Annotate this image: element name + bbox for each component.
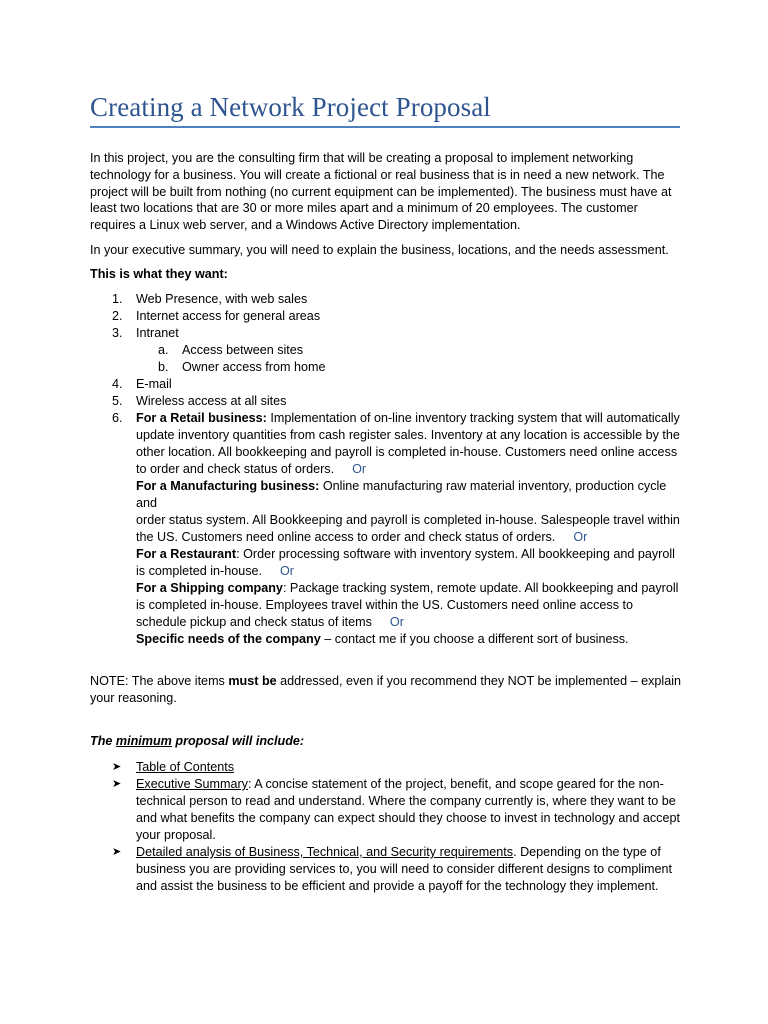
arrow-bullet-icon: ➤ — [112, 778, 122, 790]
restaurant-text: : Order processing software with inventory system. All bookkeeping and payroll is completed in-house. — [136, 547, 675, 578]
manufacturing-label: For a Manufacturing business: — [136, 479, 320, 493]
note-text-end: addressed, even if you recommend they NOT be implemented – explain your reasoning. — [90, 674, 682, 705]
executive-summary-text: : A concise statement of the project, benefit, and scope geared for the non-technical person to read and understand. Where the company currently is, where they want to be and what benefits the company can expect should they choose to invest in technology and accept your proposal. — [136, 777, 680, 842]
or-separator: Or — [352, 462, 367, 476]
list-number: 6. — [112, 411, 123, 425]
manufacturing-text-continued: order status system. All Bookkeeping and payroll is completed in-house. Salespeople travel within the US. Customers need online access to order and check status of orders. — [136, 513, 680, 544]
minimum-heading-emphasis: minimum — [115, 734, 172, 748]
shipping-label: For a Shipping company — [136, 581, 283, 595]
sub-list-item — [90, 359, 682, 376]
retail-label: For a Retail business: — [136, 411, 267, 425]
list-item — [90, 308, 682, 325]
specific-needs-text: – contact me if you choose a different sort of business. — [320, 632, 629, 646]
or-separator: Or — [389, 615, 404, 629]
minimum-heading — [90, 733, 682, 750]
list-number: 4. — [112, 377, 123, 391]
retail-text: Implementation of on-line inventory tracking system that will automatically update inventory quantities from cash register sales. Inventory at any location is accessible by the other location. All bookkeeping and payroll is completed in-house. Customers need online access to order and check status of orders. — [136, 411, 680, 476]
list-number: 5. — [112, 394, 123, 408]
manufacturing-text: Online manufacturing raw material inventory, production cycle and — [136, 479, 667, 510]
specific-needs-label: Specific needs of the company — [136, 632, 321, 646]
executive-summary-label: Executive Summary — [136, 777, 248, 791]
list-text: Intranet — [136, 326, 179, 340]
intro-paragraph: In this project, you are the consulting firm that will be creating a proposal to implement networking technology for a business. You will create a fictional or real business that is in need a new network. The project will be built from nothing (no current equipment can be implemented). The business must have at least two locations that are 30 or more miles apart and a minimum of 20 employees. The customer requires a Linux web server, and a Windows Active Directory implementation. — [90, 151, 672, 233]
sub-list-text: Owner access from home — [182, 360, 326, 374]
note-text-start: NOTE: The above items — [90, 674, 229, 688]
sub-list-text: Access between sites — [182, 343, 304, 357]
list-text: Internet access for general areas — [136, 309, 321, 323]
list-item — [90, 844, 682, 895]
sub-list-letter: a. — [158, 343, 169, 357]
toc-label: Table of Contents — [136, 760, 235, 774]
list-item — [90, 376, 682, 393]
manufacturing-block-continued — [136, 512, 682, 546]
note-emphasis: must be — [228, 674, 277, 688]
restaurant-block — [136, 546, 682, 580]
detailed-analysis-label: Detailed analysis of Business, Technical, and Security requirements — [136, 845, 514, 859]
list-text: Wireless access at all sites — [136, 394, 287, 408]
list-item — [90, 759, 682, 776]
want-heading: This is what they want: — [90, 267, 228, 281]
specific-needs-block — [136, 631, 682, 648]
list-number: 1. — [112, 292, 123, 306]
list-text: Web Presence, with web sales — [136, 292, 308, 306]
list-item-business-types — [90, 410, 682, 648]
requirements-list — [90, 291, 682, 648]
shipping-block — [136, 580, 682, 631]
arrow-bullet-icon: ➤ — [112, 761, 122, 773]
shipping-text: : Package tracking system, remote update. All bookkeeping and payroll is completed in-house. Employees travel within the US. Customers need online access to schedule pickup and check status of items — [136, 581, 679, 629]
note-paragraph — [90, 673, 682, 707]
proposal-contents-list — [90, 759, 682, 895]
list-item — [90, 325, 682, 342]
list-item — [90, 291, 682, 308]
restaurant-label: For a Restaurant — [136, 547, 237, 561]
list-item — [90, 393, 682, 410]
minimum-heading-start: The — [90, 734, 116, 748]
sub-list-item — [90, 342, 682, 359]
or-separator: Or — [280, 564, 295, 578]
document-title: Creating a Network Project Proposal — [90, 92, 680, 128]
arrow-bullet-icon: ➤ — [112, 846, 122, 858]
minimum-heading-end: proposal will include: — [171, 734, 305, 748]
list-number: 3. — [112, 326, 123, 340]
list-item — [90, 776, 682, 844]
list-text: E-mail — [136, 377, 172, 391]
or-separator: Or — [573, 530, 588, 544]
list-number: 2. — [112, 309, 123, 323]
detailed-analysis-text: . Depending on the type of business you are providing services to, you will need to consider different designs to compliment and assist the business to be efficient and provide a payoff for the technology they implement. — [136, 845, 672, 893]
executive-summary-note: In your executive summary, you will need to explain the business, locations, and the needs assessment. — [90, 243, 669, 257]
retail-block — [136, 410, 682, 478]
sub-list-letter: b. — [158, 360, 169, 374]
manufacturing-block — [136, 478, 682, 512]
